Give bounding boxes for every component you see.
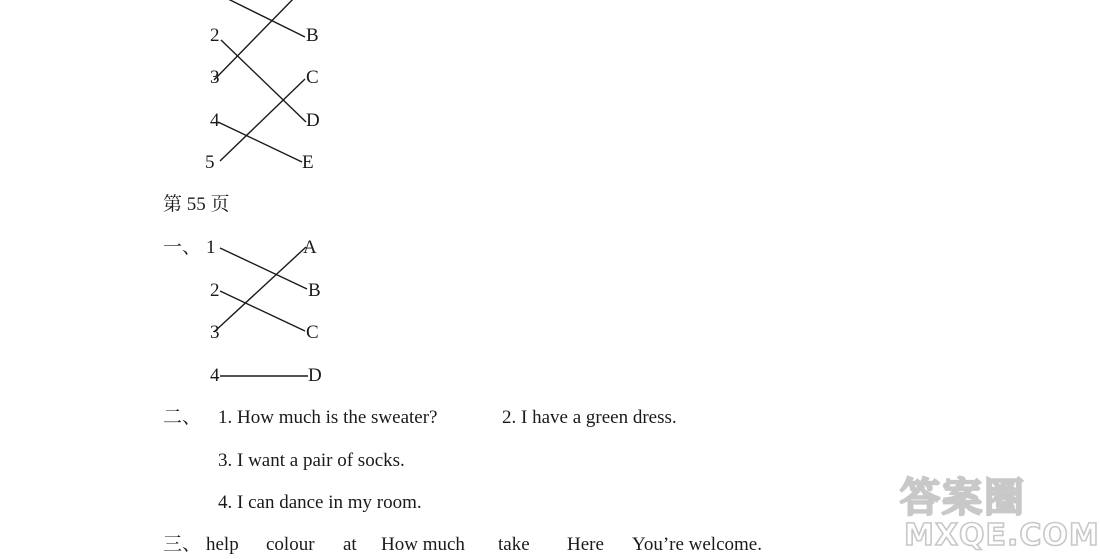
answer-sentence: 4. I can dance in my room. [218, 492, 422, 513]
match-right-label: A [303, 237, 317, 258]
match-right-label: D [306, 110, 320, 131]
match-left-label: 3 [210, 322, 220, 343]
match-line [220, 291, 305, 331]
question-marker: 二、 [163, 407, 202, 428]
question-marker: 三、 [163, 534, 202, 555]
match-left-label: 2 [210, 280, 220, 301]
match-right-label: B [306, 25, 319, 46]
match-left-label: 4 [210, 365, 220, 386]
answer-word: How much [381, 534, 465, 555]
match-line [220, 248, 307, 289]
answer-sentence: 3. I want a pair of socks. [218, 450, 405, 471]
answer-word: Here [567, 534, 604, 555]
watermark-text-bottom: MXQE.COM [904, 518, 1100, 553]
match-left-label: 3 [210, 67, 220, 88]
match-right-label: E [302, 152, 314, 173]
question-marker: 一、 [163, 237, 202, 258]
match-right-label: C [306, 322, 319, 343]
match-line [214, 0, 298, 80]
page-heading: 第 55 页 [163, 194, 230, 215]
match-right-label: C [306, 67, 319, 88]
match-left-label: 2 [210, 25, 220, 46]
answer-sentence: 2. I have a green dress. [502, 407, 677, 428]
match-line [221, 40, 306, 122]
match-left-label: 4 [210, 110, 220, 131]
match-right-label: D [308, 365, 322, 386]
answer-word: take [498, 534, 530, 555]
match-left-label: 5 [205, 152, 215, 173]
watermark-logo [900, 462, 1100, 557]
answer-word: help [206, 534, 239, 555]
match-left-label: 1 [206, 237, 216, 258]
match-right-label: B [308, 280, 321, 301]
watermark-text-top: 答案圈 [900, 475, 1026, 521]
answer-word: colour [266, 534, 315, 555]
match-line [220, 79, 305, 161]
answer-word: at [343, 534, 357, 555]
match-line [218, 122, 302, 162]
answer-sentence: 1. How much is the sweater? [218, 407, 438, 428]
match-line [214, 247, 306, 332]
answer-word: You’re welcome. [632, 534, 762, 555]
